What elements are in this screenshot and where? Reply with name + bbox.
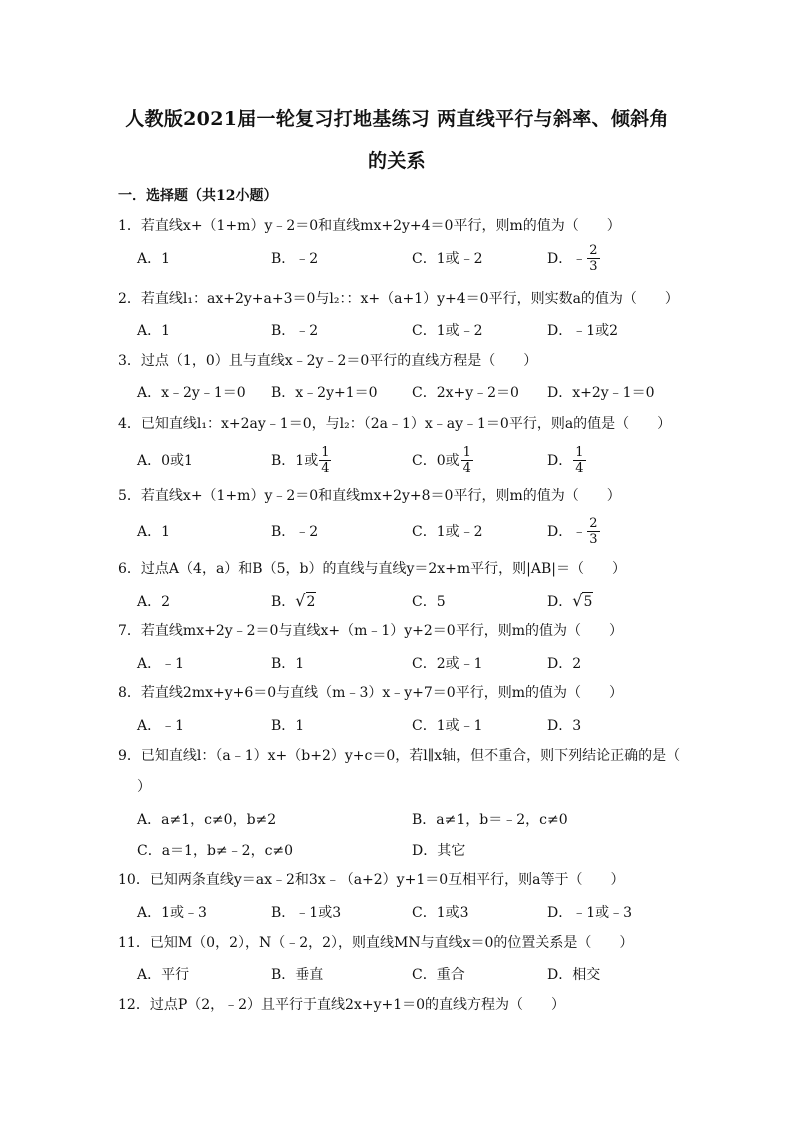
- question-9-stem: [118, 746, 724, 766]
- fraction: [587, 516, 599, 547]
- page-title-line-2: 的关系: [368, 150, 426, 172]
- option-d: D．2: [547, 656, 582, 672]
- question-number: 7．: [118, 623, 141, 639]
- option-label: D．: [547, 453, 573, 469]
- question-12-stem: [118, 995, 724, 1015]
- option-b: B．1: [271, 656, 305, 672]
- fraction-denominator: 4: [575, 460, 584, 476]
- option-b: B．﹣2: [271, 323, 319, 339]
- question-3-stem: [118, 351, 724, 371]
- fraction-denominator: 4: [321, 460, 330, 476]
- question-number: 9．: [118, 748, 141, 764]
- option-b: B．x﹣2y+1＝0: [271, 385, 378, 401]
- section-heading: 一．选择题（共12小题）: [118, 188, 278, 204]
- option-c: C．1或﹣2: [412, 251, 483, 267]
- option-c: C．1或﹣1: [412, 718, 483, 734]
- option-d: [547, 240, 601, 276]
- option-b: B．1: [271, 718, 305, 734]
- question-1-stem: [118, 216, 724, 236]
- option-d: D．相交: [547, 967, 601, 983]
- question-number: 4．: [118, 416, 141, 432]
- question-text: 已知直线l：（a﹣1）x+（b+2）y+c＝0，若l∥x轴，但不重合，则下列结论正确的是（: [140, 748, 681, 764]
- fraction-denominator: 3: [589, 258, 598, 274]
- option-d: [547, 513, 601, 549]
- option-c: C．a＝1，b≠﹣2，c≠0: [137, 843, 294, 859]
- option-d: D．x+2y﹣1＝0: [547, 385, 655, 401]
- question-number: 10．: [118, 872, 150, 888]
- question-text: 若直线2mx+y+6＝0与直线（m﹣3）x﹣y+7＝0平行，则m的值为（ ）: [140, 685, 623, 701]
- option-a: A．1: [137, 323, 171, 339]
- fraction-numerator: 1: [321, 444, 330, 460]
- page-title-line-1: 人教版2021届一轮复习打地基练习 两直线平行与斜率、倾斜角: [125, 108, 669, 130]
- question-text: 已知直线l₁：x+2ay﹣1＝0，与l₂：（2a﹣1）x﹣ay﹣1＝0平行，则a的值是（ ）: [140, 416, 672, 432]
- option-c: C．1或﹣2: [412, 323, 483, 339]
- question-number: 6．: [118, 561, 141, 577]
- option-b: B．垂直: [271, 967, 324, 983]
- question-text: 已知两条直线y＝ax﹣2和3x﹣（a+2）y+1＝0互相平行，则a等于（ ）: [149, 872, 625, 888]
- option-a: A．0或1: [137, 453, 193, 469]
- fraction: [587, 243, 599, 274]
- question-text: 若直线x+（1+m）y﹣2＝0和直线mx+2y+4＝0平行，则m的值为（ ）: [140, 218, 621, 234]
- option-c: C．2x+y﹣2＝0: [412, 385, 519, 401]
- option-a: A．x﹣2y﹣1＝0: [137, 385, 246, 401]
- question-number: 3．: [118, 353, 141, 369]
- question-text: 已知M（0，2），N（﹣2，2），则直线MN与直线x＝0的位置关系是（ ）: [149, 935, 634, 951]
- question-text: 过点A（4，a）和B（5，b）的直线与直线y＝2x+m平行，则|AB|＝（ ）: [140, 561, 626, 577]
- fraction: [461, 445, 473, 476]
- option-c: C．1或﹣2: [412, 524, 483, 540]
- option-label: B．1或: [271, 453, 319, 469]
- option-label: C．0或: [412, 453, 460, 469]
- square-root: [572, 592, 593, 611]
- question-text: 若直线x+（1+m）y﹣2＝0和直线mx+2y+8＝0平行，则m的值为（ ）: [140, 488, 621, 504]
- question-5-stem: [118, 486, 724, 506]
- fraction-denominator: 3: [589, 531, 598, 547]
- option-d: [547, 442, 587, 478]
- option-c: C．2或﹣1: [412, 656, 483, 672]
- option-a: A．平行: [137, 967, 190, 983]
- option-a: A．1: [137, 251, 171, 267]
- question-text: 过点P（2，﹣2）且平行于直线2x+y+1＝0的直线方程为（ ）: [149, 997, 566, 1013]
- fraction: [573, 445, 585, 476]
- minus-sign: ﹣: [572, 251, 587, 267]
- question-number: 12．: [118, 997, 150, 1013]
- option-d: D．3: [547, 718, 582, 734]
- option-label: D．: [547, 524, 573, 540]
- option-a: A．a≠1，c≠0，b≠2: [137, 812, 277, 828]
- option-d: [547, 583, 593, 619]
- option-b: B．a≠1，b＝﹣2，c≠0: [412, 812, 568, 828]
- option-c: [412, 442, 474, 478]
- square-root: [295, 592, 316, 611]
- question-text: 若直线mx+2y﹣2＝0与直线x+（m﹣1）y+2＝0平行，则m的值为（ ）: [140, 623, 623, 639]
- option-b: [271, 442, 332, 478]
- fraction-numerator: 2: [589, 515, 598, 531]
- question-10-stem: [118, 870, 724, 890]
- radical-sign: √: [572, 590, 583, 610]
- option-d: D．其它: [412, 843, 466, 859]
- question-text: 若直线l₁：ax+2y+a+3＝0与l₂：：x+（a+1）y+4＝0平行，则实数a的值为（ ）: [140, 291, 679, 307]
- question-11-stem: [118, 933, 724, 953]
- option-b: B．﹣2: [271, 524, 319, 540]
- option-d: D．﹣1或﹣3: [547, 905, 633, 921]
- option-c: C．1或3: [412, 905, 469, 921]
- option-a: A．﹣1: [137, 656, 185, 672]
- question-8-stem: [118, 683, 724, 703]
- question-7-stem: [118, 621, 724, 641]
- fraction-numerator: 1: [462, 444, 471, 460]
- question-2-stem: [118, 289, 724, 309]
- question-4-stem: [118, 414, 724, 434]
- radicand: 2: [306, 593, 316, 610]
- option-c: C．重合: [412, 967, 465, 983]
- option-b: [271, 583, 316, 619]
- fraction: [319, 445, 331, 476]
- fraction-numerator: 2: [589, 242, 598, 258]
- question-number: 8．: [118, 685, 141, 701]
- option-label: D．: [547, 594, 573, 610]
- question-number: 11．: [118, 935, 150, 951]
- fraction-denominator: 4: [462, 460, 471, 476]
- option-d: D．﹣1或2: [547, 323, 619, 339]
- option-label: D．: [547, 251, 573, 267]
- question-number: 1．: [118, 218, 141, 234]
- fraction-numerator: 1: [575, 444, 584, 460]
- radicand: 5: [583, 593, 593, 610]
- option-b: B．﹣1或3: [271, 905, 342, 921]
- question-6-stem: [118, 559, 724, 579]
- question-text: 过点（1，0）且与直线x﹣2y﹣2＝0平行的直线方程是（ ）: [140, 353, 538, 369]
- radical-sign: √: [295, 590, 306, 610]
- question-number: 5．: [118, 488, 141, 504]
- question-number: 2．: [118, 291, 141, 307]
- option-a: A．﹣1: [137, 718, 185, 734]
- option-a: A．1: [137, 524, 171, 540]
- question-9-stem-continued: ）: [137, 779, 151, 795]
- option-a: A．1或﹣3: [137, 905, 207, 921]
- option-c: C．5: [412, 594, 446, 610]
- option-a: A．2: [137, 594, 171, 610]
- minus-sign: ﹣: [572, 524, 587, 540]
- option-label: B．: [271, 594, 296, 610]
- option-b: B．﹣2: [271, 251, 319, 267]
